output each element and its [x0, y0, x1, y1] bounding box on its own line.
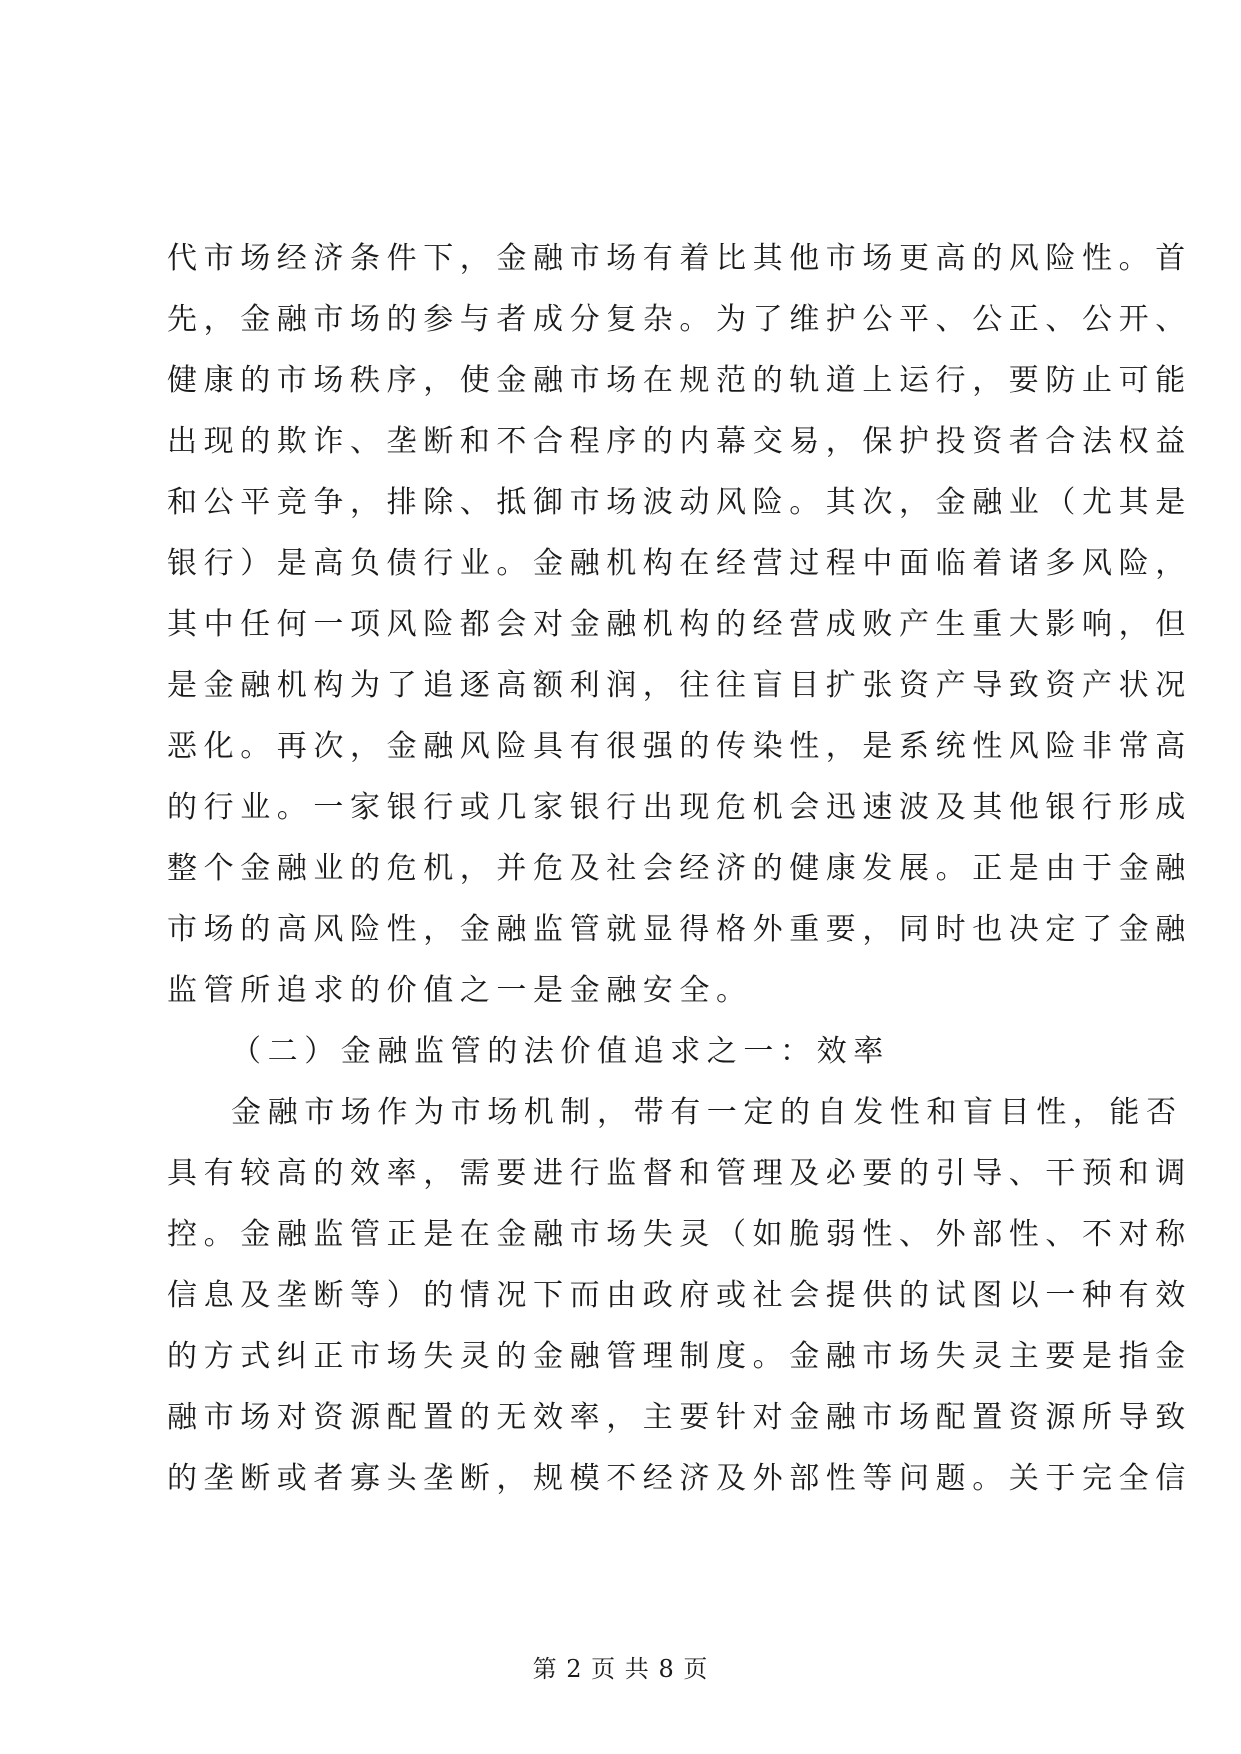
paragraph-1-line: 的行业。一家银行或几家银行出现危机会迅速波及其他银行形成 — [167, 790, 1192, 825]
paragraph-1-line: 市场的高风险性，金融监管就显得格外重要，同时也决定了金融 — [167, 912, 1192, 947]
body-text — [167, 228, 1192, 1509]
page-number-footer: 第 2 页 共 8 页 — [532, 1655, 709, 1683]
paragraph-1-line: 先，金融市场的参与者成分复杂。为了维护公平、公正、公开、 — [167, 302, 1192, 337]
paragraph-2-line: 金融市场作为市场机制，带有一定的自发性和盲目性，能否 — [231, 1095, 1183, 1130]
paragraph-1-line: 和公平竞争，排除、抵御市场波动风险。其次，金融业（尤其是 — [167, 485, 1192, 520]
paragraph-1-line: 监管所追求的价值之一是金融安全。 — [167, 973, 753, 1008]
paragraph-2-line: 的方式纠正市场失灵的金融管理制度。金融市场失灵主要是指金 — [167, 1339, 1192, 1374]
paragraph-1-line: 其中任何一项风险都会对金融机构的经营成败产生重大影响，但 — [167, 607, 1192, 642]
paragraph-1-line: 银行）是高负债行业。金融机构在经营过程中面临着诸多风险， — [167, 546, 1192, 581]
paragraph-1-line: 整个金融业的危机，并危及社会经济的健康发展。正是由于金融 — [167, 851, 1192, 886]
paragraph-1-line: 健康的市场秩序，使金融市场在规范的轨道上运行，要防止可能 — [167, 363, 1192, 398]
section-heading: （二）金融监管的法价值追求之一：效率 — [231, 1034, 890, 1069]
paragraph-1-line: 出现的欺诈、垄断和不合程序的内幕交易，保护投资者合法权益 — [167, 424, 1192, 459]
paragraph-2-line: 控。金融监管正是在金融市场失灵（如脆弱性、外部性、不对称 — [167, 1217, 1192, 1252]
paragraph-1-line: 是金融机构为了追逐高额利润，往往盲目扩张资产导致资产状况 — [167, 668, 1192, 703]
paragraph-1-line: 恶化。再次，金融风险具有很强的传染性，是系统性风险非常高 — [167, 729, 1192, 764]
paragraph-2-line: 融市场对资源配置的无效率，主要针对金融市场配置资源所导致 — [167, 1400, 1192, 1435]
paragraph-2-line: 信息及垄断等）的情况下而由政府或社会提供的试图以一种有效 — [167, 1278, 1192, 1313]
paragraph-2-line: 的垄断或者寡头垄断，规模不经济及外部性等问题。关于完全信 — [167, 1461, 1192, 1496]
paragraph-1-line: 代市场经济条件下，金融市场有着比其他市场更高的风险性。首 — [167, 241, 1192, 276]
paragraph-2-line: 具有较高的效率，需要进行监督和管理及必要的引导、干预和调 — [167, 1156, 1192, 1191]
